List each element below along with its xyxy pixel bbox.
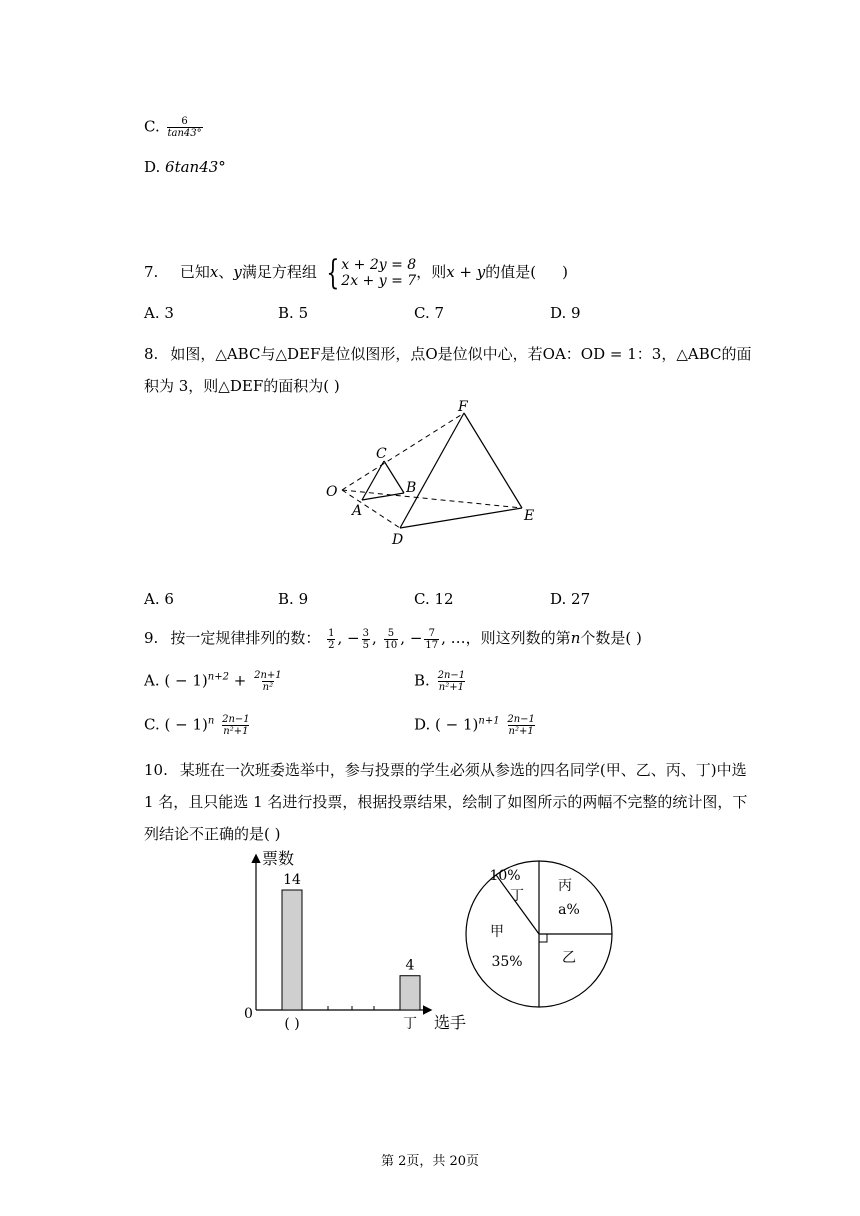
- text: …，则这列数的第: [450, 629, 571, 647]
- question-number: 9.: [144, 629, 159, 647]
- question-number: 10.: [144, 761, 168, 779]
- homothety-figure: [320, 395, 550, 550]
- label-D: D: [392, 532, 404, 548]
- option-label: C.: [144, 117, 160, 136]
- q9-option-d: D. ( − 1)$^{n+1}$ $\frac{2n-1}{\text{n²+1}}$: [414, 714, 535, 737]
- bar-chart: [240, 846, 480, 1036]
- bar-data-label: 14: [283, 872, 301, 888]
- text: 已知: [179, 263, 210, 281]
- equation-1: x + 2y = 8: [341, 257, 417, 273]
- option-b: B. 9: [278, 590, 309, 608]
- question-text-line: 某班在一次班委选举中，参与投票的学生必须从参选的四名同学(甲、乙、丙、丁)中选: [179, 761, 747, 779]
- option-a: A. 3: [144, 304, 174, 322]
- fraction: $\frac{1}{2}$: [328, 627, 335, 651]
- slice-label: 丙: [558, 878, 572, 894]
- option-c: C. 12: [414, 590, 454, 608]
- fraction: $\frac{2n-1}{\text{n²+1}}$: [507, 714, 535, 737]
- question-9: 9. 按一定规律排列的数： $\frac{1}{2}$ , − $\frac{3}{5}$ , $\frac{5}{10}$ , − $\frac{7}{17}$ , …，则这列数的第n个数是( ): [144, 627, 642, 651]
- label-E: E: [524, 508, 535, 524]
- option-c: C. 7: [414, 304, 445, 322]
- category-label: 丁: [403, 1016, 417, 1032]
- question-10: [144, 754, 747, 850]
- slice-percent-label: 35%: [491, 954, 523, 970]
- q9-option-a: A. ( − 1)$^{n+2}$ + $\frac{2n+1}{\text{n²}}$: [144, 670, 282, 693]
- question-7: [144, 253, 568, 293]
- option-d: D. 9: [550, 304, 581, 322]
- equation-2: 2x + y = 7: [341, 273, 417, 289]
- question-text-line: 列结论不正确的是( ): [144, 825, 281, 843]
- question-number: 7.: [144, 263, 159, 281]
- bar: [282, 890, 302, 1010]
- question-text-line: 积为 3，则△DEF的面积为( ): [144, 377, 340, 395]
- question-8: [144, 338, 751, 402]
- fraction: [167, 116, 203, 139]
- text: ): [562, 263, 568, 281]
- label-A: A: [352, 503, 363, 519]
- option-a: A. 6: [144, 590, 174, 608]
- slice-label: 乙: [562, 950, 576, 966]
- equation-system: [322, 253, 417, 293]
- category-label: ( ): [284, 1016, 300, 1032]
- option-value: 6tan43°: [165, 158, 226, 176]
- numerator: 6: [181, 116, 188, 127]
- text: 的值是(: [485, 263, 537, 281]
- text: 按一定规律排列的数：: [170, 629, 321, 647]
- option-b: B. 5: [278, 304, 309, 322]
- option-label: D.: [144, 158, 161, 176]
- y-axis-label: 票数: [262, 849, 295, 868]
- pie-chart: [460, 860, 620, 1020]
- question-text-line: 如图，△ABC与△DEF是位似图形，点O是位似中心，若OA：OD = 1：3，△ABC的面: [170, 345, 752, 363]
- fraction: $\frac{5}{10}$: [384, 627, 398, 651]
- fraction: $\frac{2n+1}{\text{n²}}$: [254, 670, 282, 693]
- slice-label: 丁: [510, 888, 524, 904]
- slice-percent-label: 10%: [489, 868, 521, 884]
- question-number: 8.: [144, 345, 159, 363]
- brace-icon: {: [325, 253, 339, 293]
- x-axis-label: 选手: [434, 1013, 467, 1032]
- text: 个数是( ): [580, 629, 642, 647]
- page-footer: 第 2页，共 20页: [380, 1154, 480, 1169]
- label-O: O: [326, 484, 338, 500]
- question-text-line: 1 名，且只能选 1 名进行投票，根据投票结果，绘制了如图所示的两幅不完整的统计图，下: [144, 793, 748, 811]
- fraction: $\frac{2n-1}{\text{n²+1}}$: [222, 714, 250, 737]
- label-B: B: [406, 480, 417, 496]
- slice-percent-label: a%: [558, 902, 580, 918]
- bar: [400, 976, 420, 1010]
- var: x: [209, 263, 219, 281]
- q9-option-c: C. ( − 1)$^n$ $\frac{2n-1}{\text{n²+1}}$: [144, 714, 250, 737]
- q9-option-b: B. $\frac{2n-1}{\text{n²+1}}$: [414, 670, 466, 693]
- text: 、: [218, 263, 234, 281]
- fraction: $\frac{7}{17}$: [425, 627, 439, 651]
- denominator: tan43°: [167, 128, 202, 139]
- option-d: D. 27: [550, 590, 591, 608]
- text: 满足方程组: [241, 263, 317, 281]
- q6-option-d: [144, 158, 226, 176]
- var: y: [233, 263, 242, 281]
- text: ，则: [416, 263, 447, 281]
- var: n: [570, 629, 581, 647]
- origin-label: 0: [244, 1006, 253, 1022]
- expression: x + y: [446, 263, 486, 281]
- fraction: $\frac{3}{5}$: [362, 627, 369, 651]
- fraction: $\frac{2n-1}{\text{n²+1}}$: [437, 670, 466, 693]
- label-C: C: [376, 446, 387, 462]
- q6-option-c: [144, 116, 205, 139]
- label-F: F: [458, 399, 468, 415]
- bar-data-label: 4: [405, 957, 415, 974]
- slice-label: 甲: [490, 924, 504, 940]
